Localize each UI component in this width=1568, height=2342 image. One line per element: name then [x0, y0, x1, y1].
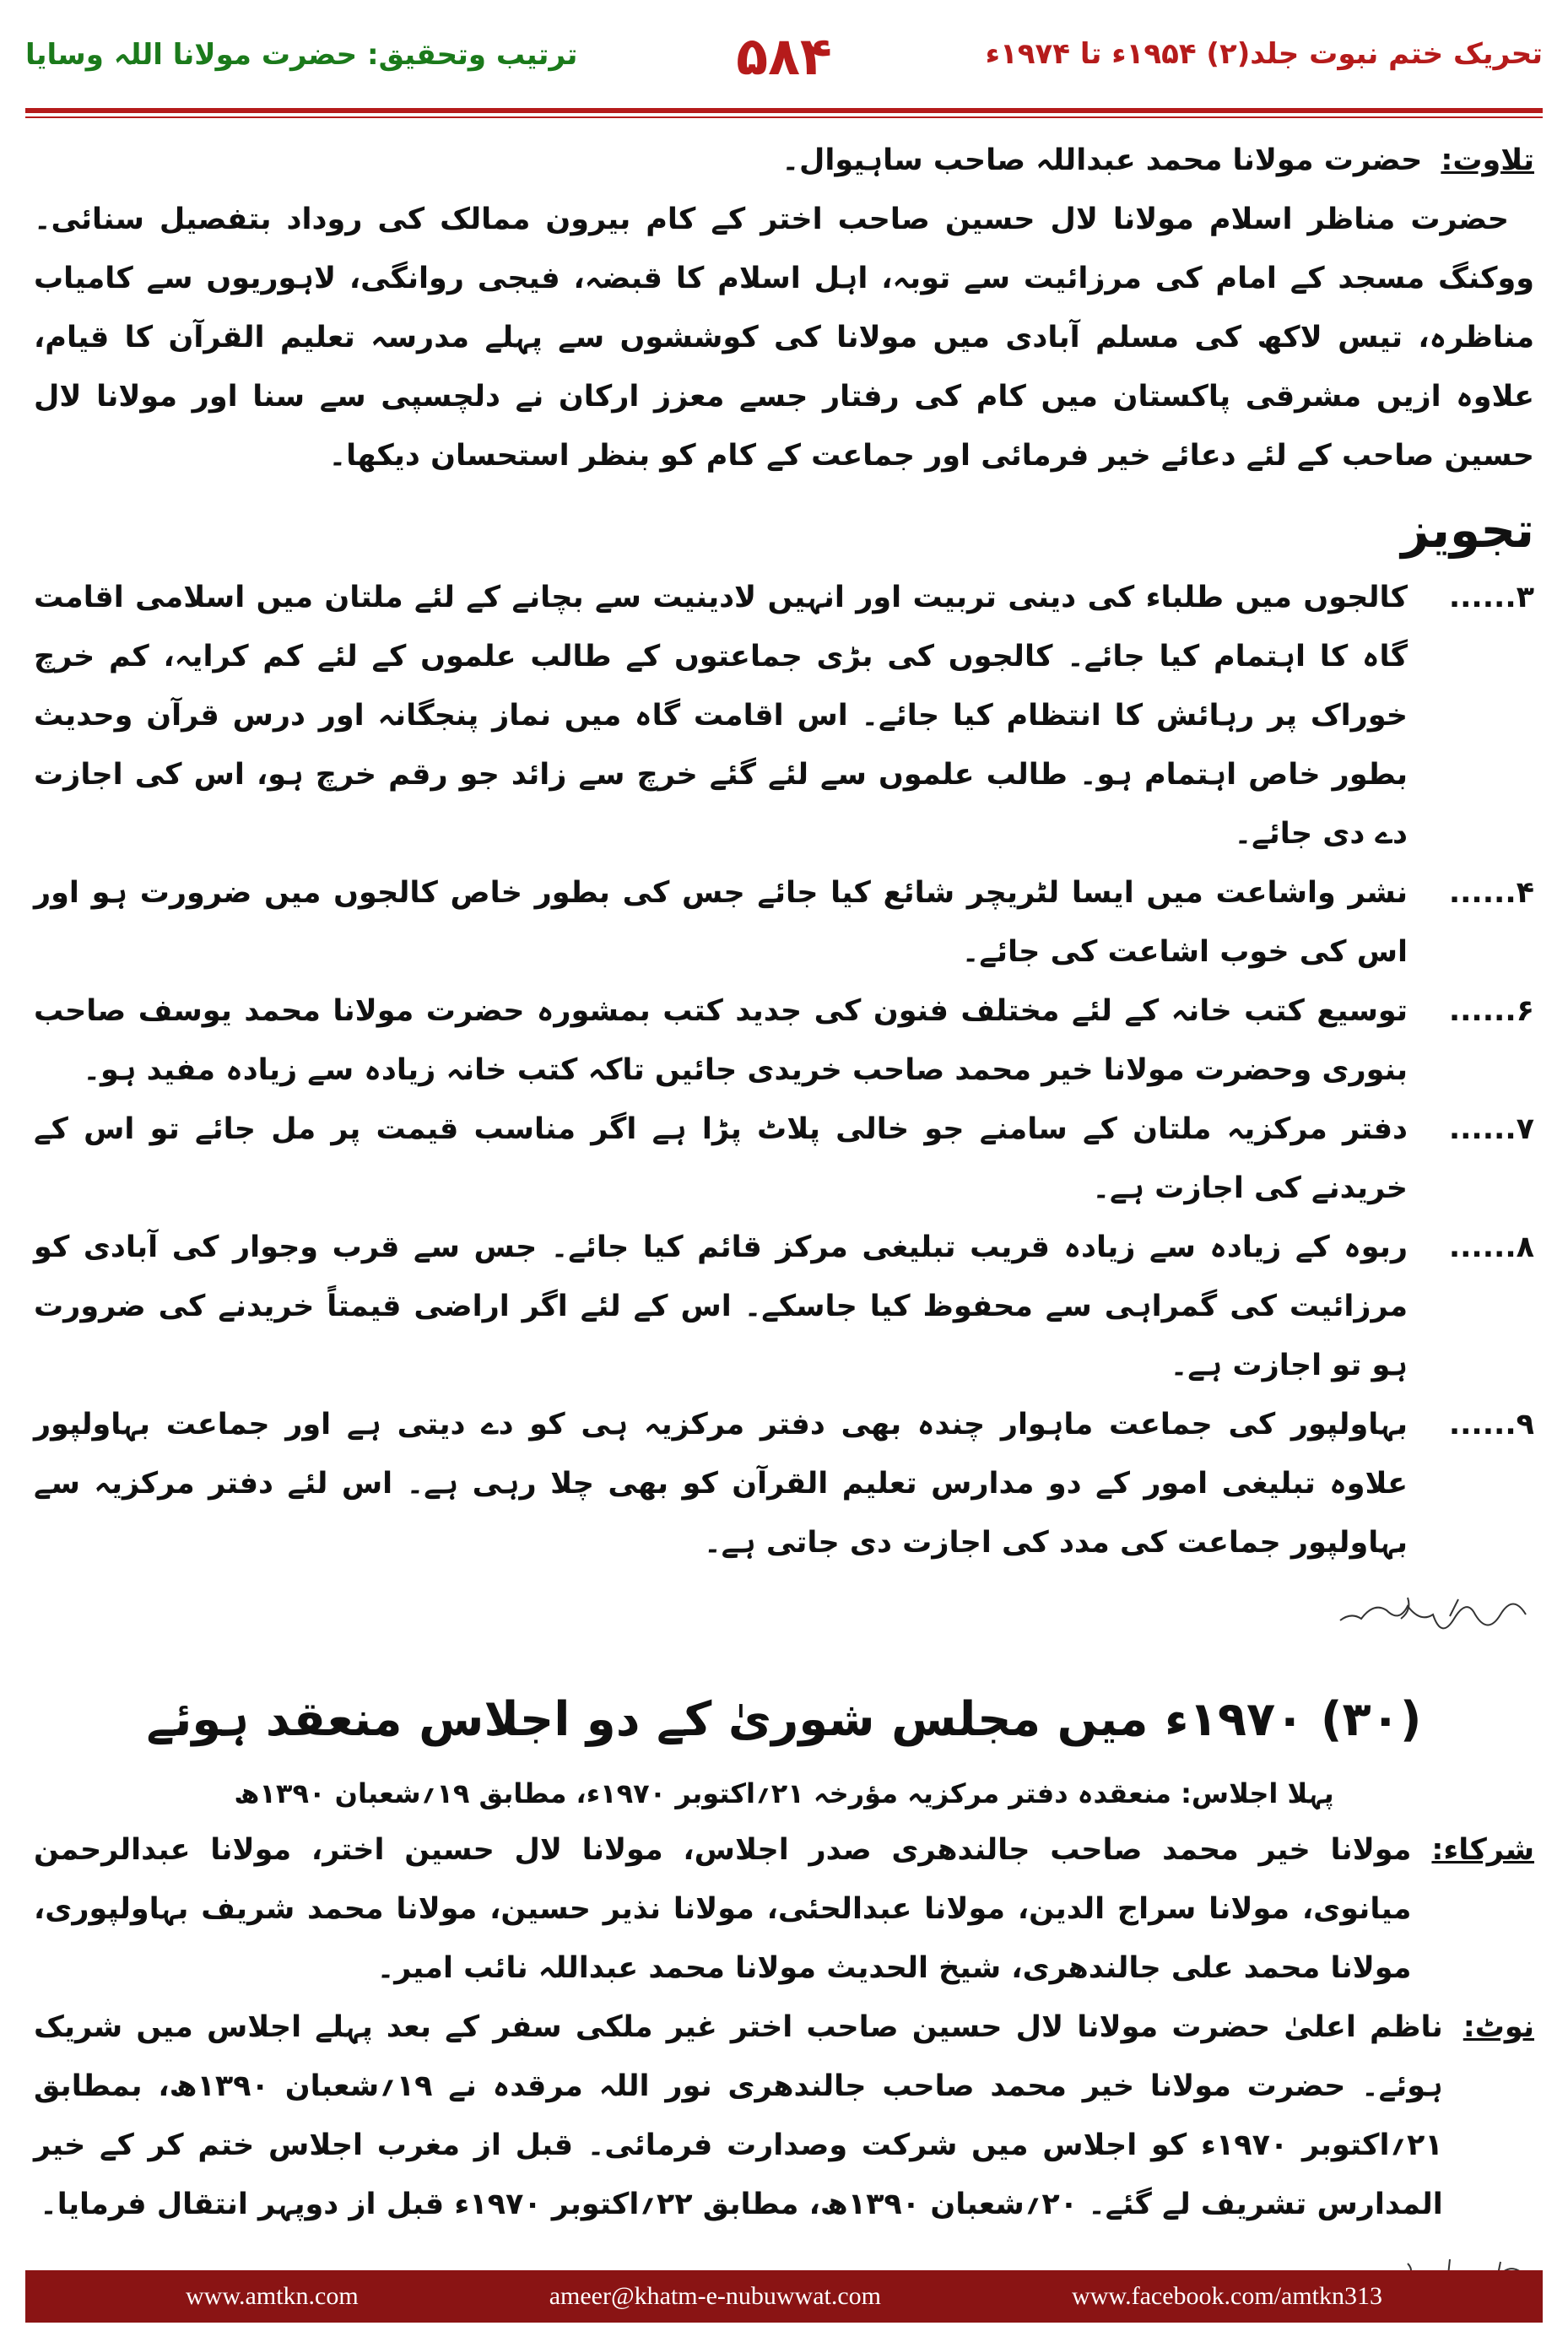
proposals-heading: تجویز	[1401, 501, 1534, 559]
page-number: ۵۸۴	[736, 25, 832, 87]
signature-image	[1315, 1581, 1534, 1640]
tilawat-line	[34, 131, 1534, 190]
header-divider	[25, 108, 1543, 113]
book-title: تحریک ختم نبوت جلد(۲) ۱۹۵۴ء تا ۱۹۷۴ء	[985, 37, 1543, 71]
tilawat-text: حضرت مولانا محمد عبداللہ صاحب ساہیوال۔	[781, 143, 1423, 177]
participants-text: مولانا خیر محمد صاحب جالندھری صدر اجلاس، مولانا لال حسین اختر، مولانا عبدالرحمن میانوی، مولانا سراج الدین، مولانا عبدالحئی، مولانا نذیر حسین، مولانا محمد شریف بہاولپوری، مولانا محمد علی جالندھری، شیخ الحدیث مولانا محمد عبداللہ نائب امیر۔	[34, 1833, 1412, 1985]
proposal-number: ۳......	[1448, 581, 1534, 614]
proposal-number: ۹......	[1448, 1408, 1534, 1441]
proposal-number: ۸......	[1448, 1230, 1534, 1264]
editor-credit: ترتیب وتحقیق: حضرت مولانا اللہ وسایا	[25, 38, 578, 72]
proposal-number: ۴......	[1448, 876, 1534, 910]
footer-website-link[interactable]: www.amtkn.com	[186, 2282, 359, 2310]
proposal-number: ۶......	[1448, 994, 1534, 1028]
proposal-text: ربوہ کے زیادہ سے زیادہ قریب تبلیغی مرکز قائم کیا جائے۔ جس سے قرب وجوار کی آبادی کو مرزائیت کی گمراہی سے محفوظ کیا جاسکے۔ اس کے لئے اگر اراضی قیمتاً خریدنے کی ضرورت ہو تو اجازت ہے۔	[34, 1230, 1408, 1382]
proposal-number: ۷......	[1448, 1112, 1534, 1146]
header-divider-thin	[25, 116, 1543, 118]
page-content	[34, 131, 1534, 2327]
proposal-text: بہاولپور کی جماعت ماہوار چندہ بھی دفتر مرکزیہ ہی کو دے دیتی ہے اور جماعت بہاولپور علاوہ تبلیغی امور کے دو مدارس تعلیم القرآن کو بھی چلا رہی ہے۔ اس لئے دفتر مرکزیہ سے بہاولپور جماعت کی مدد کی اجازت دی جاتی ہے۔	[34, 1408, 1408, 1560]
note-label: نوٹ:	[1463, 2010, 1534, 2044]
proposal-text: دفتر مرکزیہ ملتان کے سامنے جو خالی پلاٹ پڑا ہے اگر مناسب قیمت پر مل جائے تو اس کے خریدنے کی اجازت ہے۔	[34, 1112, 1408, 1205]
note-block	[34, 1998, 1534, 2234]
proposal-text: کالجوں میں طلباء کی دینی تربیت اور انہیں لادینیت سے بچانے کے لئے ملتان میں اسلامی اقامت گاہ کا اہتمام کیا جائے۔ کالجوں کی بڑی جماعتوں کے طالب علموں کے لئے کم کرایہ، کم خرچ خوراک پر رہائش کا انتظام کیا جائے۔ اس اقامت گاہ میں نماز پنجگانہ اور درس قرآن وحدیث بطور خاص اہتمام ہو۔ طالب علموں سے لئے گئے خرچ سے زائد جو رقم خرچ ہو، اس کی اجازت دے دی جائے۔	[34, 581, 1408, 851]
proposal-item	[34, 568, 1534, 863]
tilawat-label: تلاوت:	[1441, 143, 1534, 177]
proposal-item	[34, 1100, 1534, 1218]
footer-facebook-link[interactable]: www.facebook.com/amtkn313	[1072, 2282, 1382, 2310]
signature-block	[34, 1572, 1534, 1665]
proposal-item	[34, 1218, 1534, 1395]
page-header	[25, 25, 1543, 101]
proposal-item	[34, 982, 1534, 1100]
participants-label: شرکاء:	[1431, 1833, 1534, 1867]
proposal-item	[34, 1395, 1534, 1572]
section-title: (۳۰) ۱۹۷۰ء میں مجلس شوریٰ کے دو اجلاس منعقد ہوئے	[146, 1692, 1422, 1747]
proposal-item	[34, 863, 1534, 982]
proposal-text: نشر واشاعت میں ایسا لٹریچر شائع کیا جائے جس کی بطور خاص کالجوں میں ضرورت ہو اور اس کی خوب اشاعت کی جائے۔	[34, 876, 1408, 969]
note-text: ناظم اعلیٰ حضرت مولانا لال حسین صاحب اختر غیر ملکی سفر کے بعد پہلے اجلاس میں شریک ہوئے۔ حضرت مولانا خیر محمد صاحب جالندھری نور اللہ مرقدہ نے ۱۹؍شعبان ۱۳۹۰ھ، بمطابق ۲۱؍اکتوبر ۱۹۷۰ء کو اجلاس میں شرکت وصدارت فرمائی۔ قبل از مغرب اجلاس ختم کر کے خیر المدارس تشریف لے گئے۔ ۲۰؍شعبان ۱۳۹۰ھ، مطابق ۲۲؍اکتوبر ۱۹۷۰ء قبل از دوپہر انتقال فرمایا۔	[34, 2010, 1443, 2221]
participants-block	[34, 1820, 1534, 1998]
footer-email-link[interactable]: ameer@khatm-e-nubuwwat.com	[549, 2282, 882, 2310]
proposal-text: توسیع کتب خانہ کے لئے مختلف فنون کی جدید کتب بمشورہ حضرت مولانا محمد یوسف صاحب بنوری وحضرت مولانا خیر محمد صاحب خریدی جائیں تاکہ کتب خانہ زیادہ سے زیادہ مفید ہو۔	[34, 994, 1408, 1087]
first-meeting-line: پہلا اجلاس: منعقدہ دفتر مرکزیہ مؤرخہ ۲۱؍اکتوبر ۱۹۷۰ء، مطابق ۱۹؍شعبان ۱۳۹۰ھ	[234, 1777, 1334, 1809]
page-footer	[25, 2270, 1543, 2323]
report-paragraph: حضرت مناظر اسلام مولانا لال حسین صاحب اختر کے کام بیرون ممالک کی روداد بتفصیل سنائی۔ ووکنگ مسجد کے امام کی مرزائیت سے توبہ، اہل اسلام کا قبضہ، فیجی روانگی، لاہوریوں سے کامیاب مناظرہ، تیس لاکھ کی مسلم آبادی میں مولانا کی کوششوں سے پہلے مدرسہ تعلیم القرآن کا قیام، علاوہ ازیں مشرقی پاکستان میں کام کی رفتار جسے معزز ارکان نے دلچسپی سے سنا اور مولانا لال حسین صاحب کے لئے دعائے خیر فرمائی اور جماعت کے کام کو بنظر استحسان دیکھا۔	[34, 203, 1534, 473]
